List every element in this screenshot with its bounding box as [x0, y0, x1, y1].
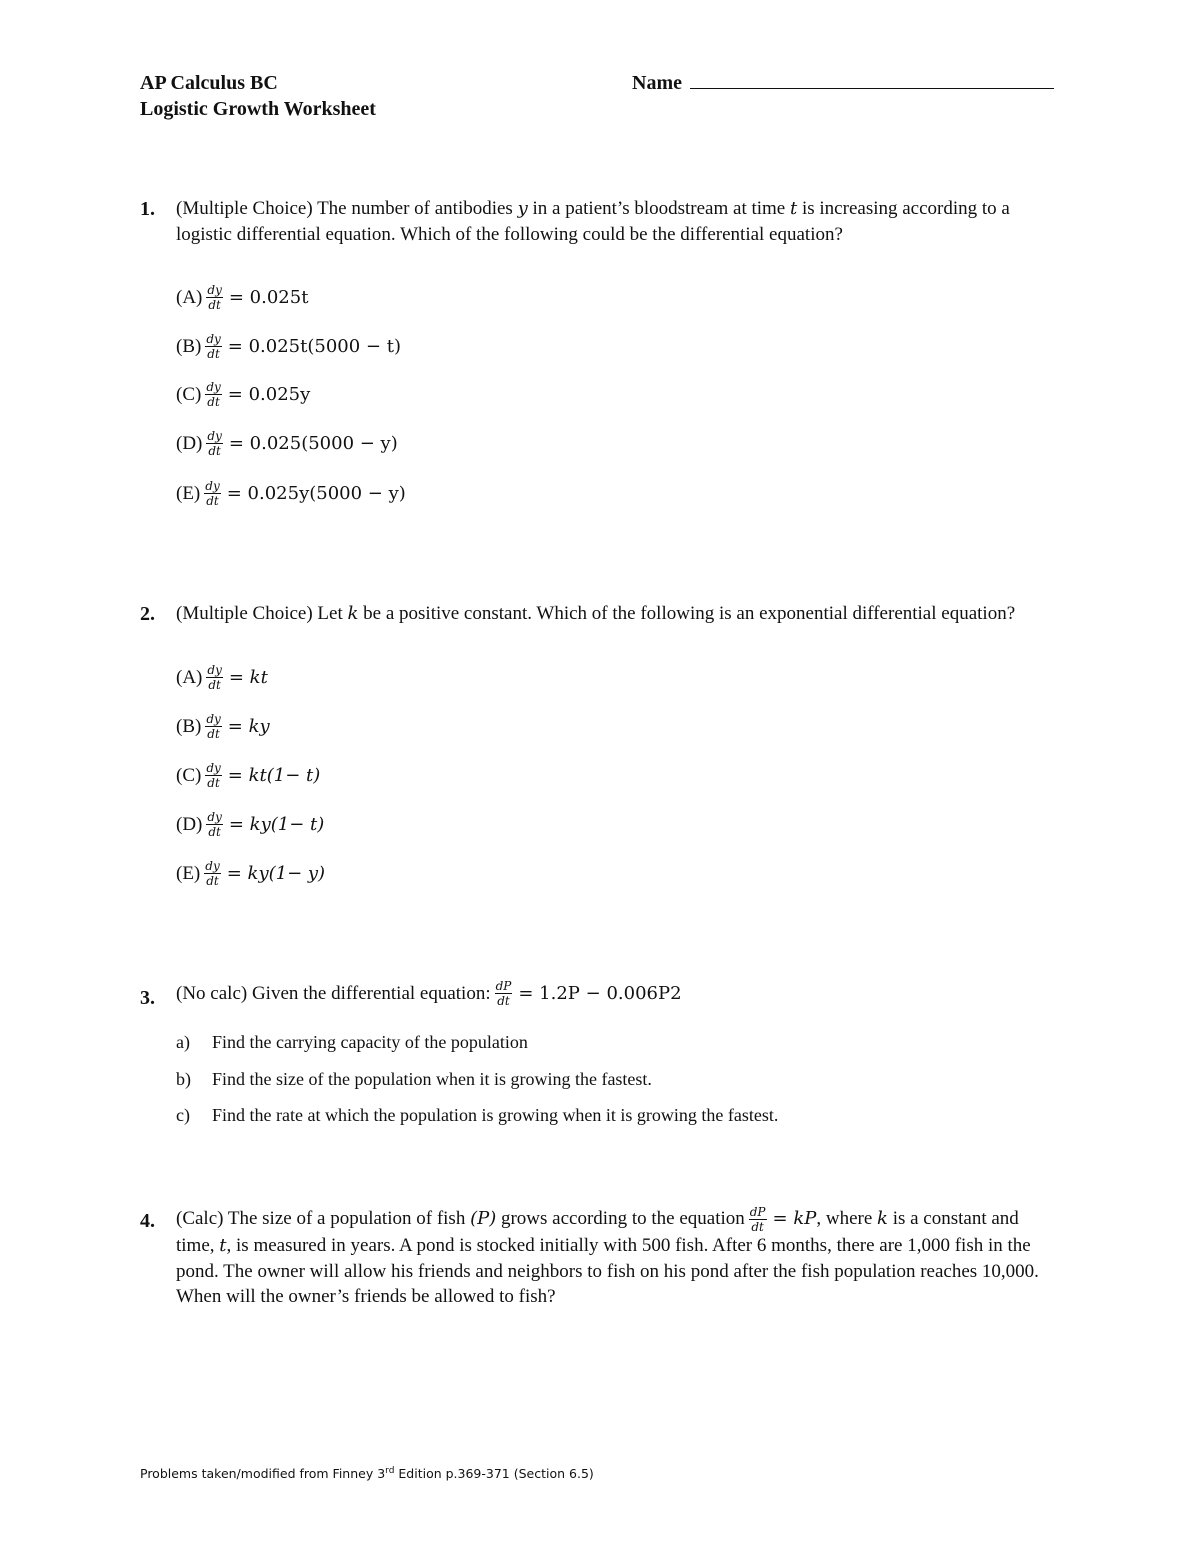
name-field: [632, 72, 1054, 95]
q3-part-b: b) Find the size of the population when it is growing the fastest.: [176, 1069, 652, 1089]
q1-option-d: (D) $\frac{dy}{dt}$ = 0.025(5000 − y): [176, 429, 398, 458]
q2-text: (Multiple Choice) Let k be a positive constant. Which of the following is an exponential differential equation?: [176, 603, 1016, 624]
q2-option-c: (C) $\frac{dy}{dt}$ = kt(1− t): [176, 761, 321, 790]
name-label: Name: [632, 72, 682, 94]
q2-option-a: (A) $\frac{dy}{dt}$ = kt: [176, 663, 268, 692]
q3-number: 3.: [140, 987, 155, 1009]
q1-number: 1.: [140, 198, 155, 220]
q4-number: 4.: [140, 1210, 155, 1232]
q2-option-d: (D) $\frac{dy}{dt}$ = ky(1− t): [176, 810, 325, 839]
q4-text: (Calc) The size of a population of fish (P) grows according to the equation $\frac{dP}{dt}$ = kP, where k is a constant and time, t, is measured in years. A pond is stocked initially with 500 fish. After 6 months, there are 1,000 fish in the pond. The owner will allow his friends and neighbors to fish on his pond after the fish population reaches 10,000. When will the owner’s friends be allowed to fish?: [176, 1205, 1039, 1308]
footer-source-note: Problems taken/modified from Finney 3rd Edition p.369-371 (Section 6.5): [140, 1466, 594, 1482]
worksheet-title: Logistic Growth Worksheet: [140, 98, 376, 120]
q2-option-b: (B) $\frac{dy}{dt}$ = ky: [176, 712, 270, 741]
q1-option-a: (A) $\frac{dy}{dt}$ = 0.025t: [176, 283, 309, 312]
q1-option-b: (B) $\frac{dy}{dt}$ = 0.025t(5000 − t): [176, 332, 401, 361]
q2-option-e: (E) $\frac{dy}{dt}$ = ky(1− y): [176, 859, 326, 888]
q3-part-c: c) Find the rate at which the population is growing when it is growing the fastest.: [176, 1105, 779, 1125]
q1-option-e: (E) $\frac{dy}{dt}$ = 0.025y(5000 − y): [176, 479, 406, 508]
q1-text: (Multiple Choice) The number of antibodies y in a patient’s bloodstream at time t is increasing according to a logistic differential equation. Which of the following could be the differential equation?: [176, 198, 1010, 245]
q3-text: (No calc) Given the differential equation: $\frac{dP}{dt}$ = 1.2P − 0.006P 2: [176, 979, 682, 1008]
name-blank-line: [690, 72, 1054, 89]
q2-number: 2.: [140, 603, 155, 625]
q1-option-c: (C) $\frac{dy}{dt}$ = 0.025y: [176, 380, 311, 409]
q3-part-a: a) Find the carrying capacity of the population: [176, 1032, 528, 1052]
course-title: AP Calculus BC: [140, 72, 278, 94]
